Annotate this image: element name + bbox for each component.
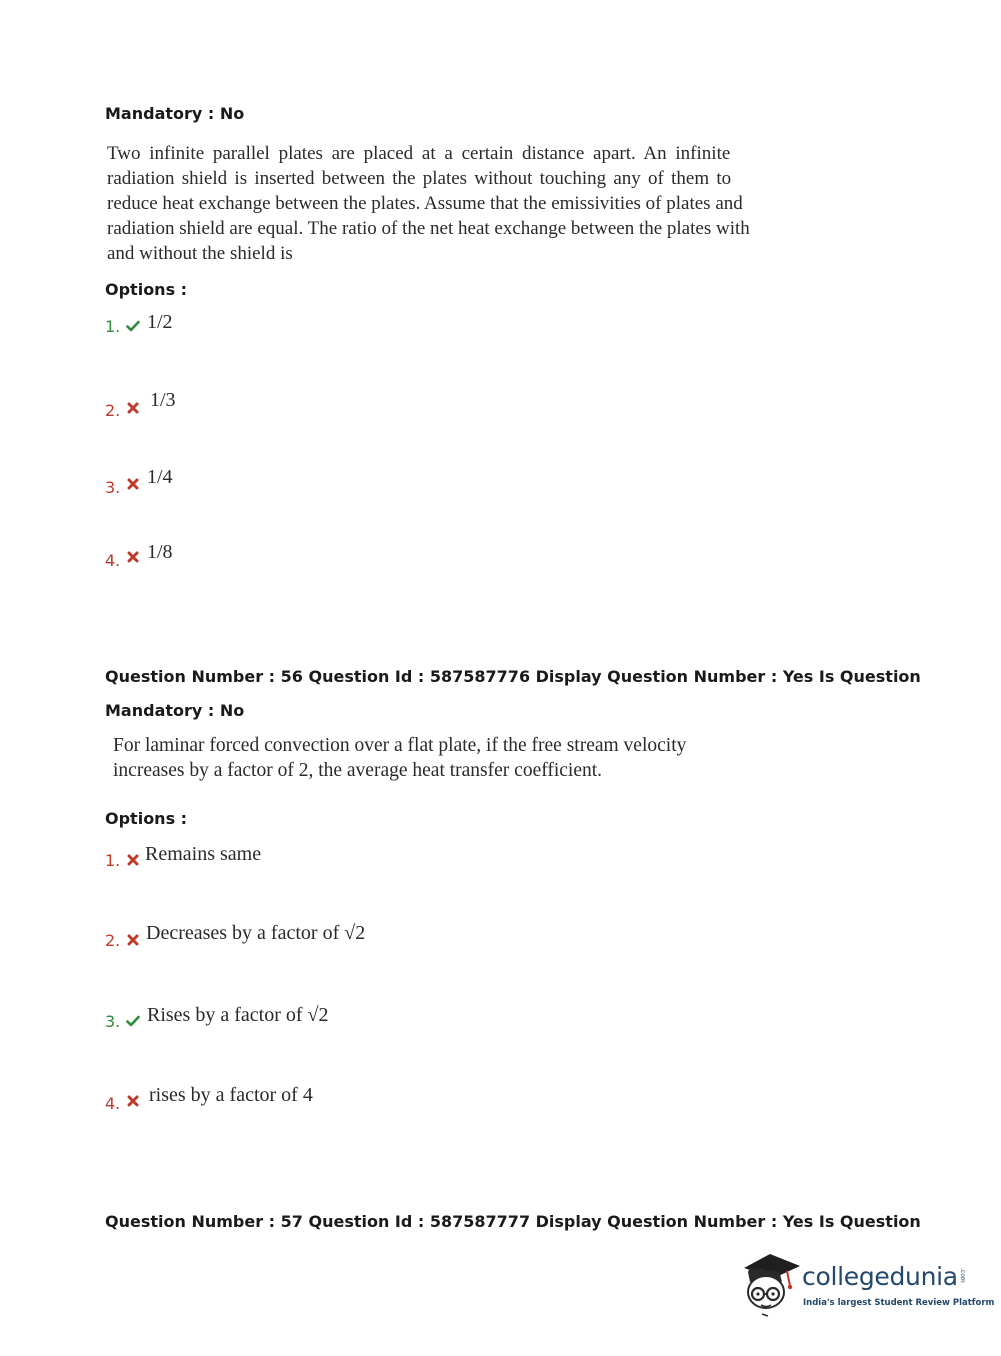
option-text: 1/8: [147, 541, 173, 563]
option-text: Rises by a factor of √2: [147, 1004, 329, 1026]
logo-suffix: .com: [959, 1268, 966, 1283]
cross-icon: [126, 853, 140, 867]
q55-text-line: radiation shield are equal. The ratio of the net heat exchange between the plates with: [107, 218, 750, 239]
option-number: 3.: [105, 478, 121, 497]
option-number: 3.: [105, 1012, 121, 1031]
q55-mandatory: Mandatory : No: [105, 104, 245, 123]
q56-text-line: For laminar forced convection over a flat plate, if the free stream velocity: [113, 735, 687, 756]
cross-icon: [126, 477, 140, 491]
cross-icon: [126, 550, 140, 564]
q55-text-line: reduce heat exchange between the plates. Assume that the emissivities of plates and: [107, 193, 743, 214]
q55-question-text: [107, 141, 750, 266]
option-text: 1/3: [150, 389, 176, 411]
q55-text-line: and without the shield is: [107, 243, 293, 264]
option-number: 2.: [105, 931, 121, 950]
option-number: 2.: [105, 401, 121, 420]
q55-text-line: Two infinite parallel plates are placed at a certain distance apart. An infinite: [107, 143, 731, 164]
check-icon: [126, 319, 140, 333]
q55-options-label: Options :: [105, 280, 188, 299]
mascot-icon: [740, 1248, 802, 1318]
option-text: rises by a factor of 4: [149, 1084, 313, 1106]
option-number: 4.: [105, 1094, 121, 1113]
option-text: 1/2: [147, 311, 173, 333]
option-text: Remains same: [145, 843, 262, 865]
cross-icon: [126, 401, 140, 415]
option-text: 1/4: [147, 466, 173, 488]
q57-header: Question Number : 57 Question Id : 587587777 Display Question Number : Yes Is Question: [105, 1212, 921, 1231]
logo-wordmark: collegedunia: [802, 1262, 958, 1291]
cross-icon: [126, 933, 140, 947]
cross-icon: [126, 1094, 140, 1108]
option-text: Decreases by a factor of √2: [146, 922, 366, 944]
q56-text-line: increases by a factor of 2, the average heat transfer coefficient.: [113, 760, 603, 781]
q56-header: Question Number : 56 Question Id : 587587776 Display Question Number : Yes Is Question: [105, 667, 921, 686]
q56-question-text: [113, 733, 753, 783]
collegedunia-logo: [740, 1248, 995, 1322]
check-icon: [126, 1014, 140, 1028]
q56-options-label: Options :: [105, 809, 188, 828]
option-number: 4.: [105, 551, 121, 570]
q55-text-line: radiation shield is inserted between the plates without touching any of them to: [107, 168, 732, 189]
q56-mandatory: Mandatory : No: [105, 701, 245, 720]
logo-tagline: India's largest Student Review Platform: [803, 1298, 995, 1308]
option-number: 1.: [105, 317, 121, 336]
option-number: 1.: [105, 851, 121, 870]
